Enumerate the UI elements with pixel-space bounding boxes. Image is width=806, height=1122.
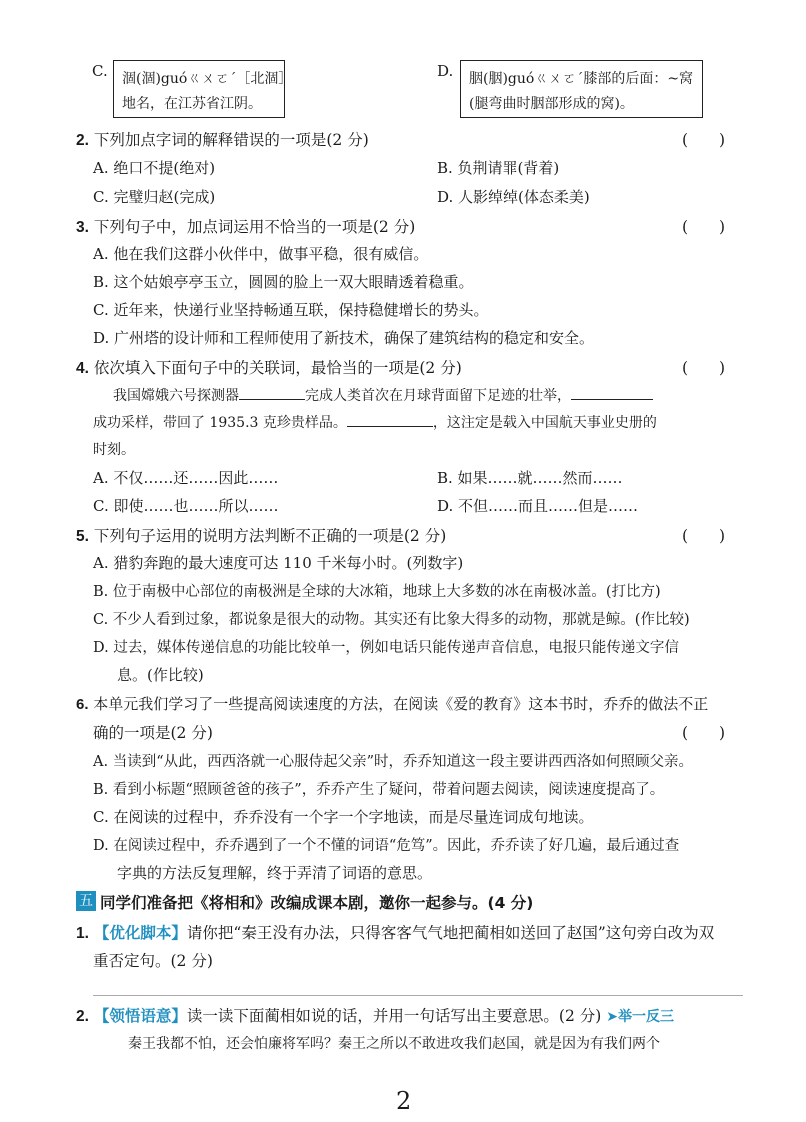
- q6-stem-line2: 确的一项是(2 分): [93, 724, 213, 742]
- q4-blank-1[interactable]: [239, 385, 305, 400]
- q1-option-c-line2: 地名，在江苏省江阴。: [122, 96, 262, 112]
- s5-q1-number: 1.: [76, 925, 89, 942]
- q4-number: 4.: [76, 360, 89, 377]
- s5-q1-text-1: 请你把“秦王没有办法，只得客客气气地把蔺相如送回了赵国”这句旁白改为双: [186, 924, 715, 942]
- q6-text-1: 本单元我们学习了一些提高阅读速度的方法，在阅读《爱的教育》这本书时，乔乔的做法不正: [93, 695, 709, 713]
- q4-passage-part: 完成人类首次在月球背面留下足迹的壮举，: [305, 388, 571, 404]
- q1-option-c-line1: 涸(涸)guóㄍㄨㄛˊ［北涸］: [122, 71, 293, 87]
- s5-q1-line1: [76, 921, 714, 943]
- q2-option-c: C. 完璧归赵(完成): [93, 188, 216, 206]
- q5-option-b: B. 位于南极中心部位的南极洲是全球的大冰箱，地球上大多数的冰在南极冰盖。(打比方): [93, 584, 661, 600]
- q3-text: 下列句子中，加点词运用不恰当的一项是(2 分): [93, 218, 416, 236]
- q2-option-a: A. 绝口不提(绝对): [93, 159, 216, 177]
- q3-stem: [76, 215, 415, 237]
- q4-passage-part: 我国嫦娥六号探测器: [113, 388, 239, 404]
- q4-blank-2[interactable]: [571, 385, 653, 400]
- q1-option-d-line1: 胭(胭)guóㄍㄨㄛˊ膝部的后面：~窝: [469, 71, 694, 87]
- q6-stem-line1: [76, 693, 708, 714]
- q3-option-d: D. 广州塔的设计师和工程师使用了新技术，确保了建筑结构的稳定和安全。: [93, 329, 595, 347]
- q4-option-d: D. 不但……而且……但是……: [437, 497, 639, 515]
- q3-number: 3.: [76, 219, 89, 236]
- s5-q2-number: 2.: [76, 1008, 89, 1025]
- page-number: 2: [396, 1087, 412, 1115]
- q5-option-d-line1: D. 过去，媒体传递信息的功能比较单一，例如电话只能传递声音信息，电报只能传递文字信: [93, 640, 679, 656]
- q6-option-a: A. 当读到“从此，西西洛就一心服侍起父亲”时，乔乔知道这一段主要讲西西洛如何照顾父亲。: [93, 754, 694, 770]
- q5-answer-paren[interactable]: ( ): [682, 527, 726, 545]
- q2-text: 下列加点字词的解释错误的一项是(2 分): [93, 131, 369, 149]
- q3-option-c: C. 近年来，快递行业坚持畅通互联，保持稳健增长的势头。: [93, 301, 489, 319]
- s5-q2-tag: 【领悟语意】: [93, 1006, 187, 1025]
- q1-option-c-label: C.: [92, 62, 108, 80]
- q1-option-d-box: [460, 60, 703, 118]
- q4-passage-line1: [113, 385, 653, 405]
- q6-number: 6.: [76, 696, 89, 713]
- q5-option-c: C. 不少人看到过象，都说象是很大的动物。其实还有比象大得多的动物，那就是鲸。(作比较): [93, 612, 690, 628]
- q3-option-b: B. 这个姑娘亭亭玉立，圆圆的脸上一双大眼睛透着稳重。: [93, 273, 474, 291]
- s5-q2-extra: ➤举一反三: [606, 1009, 674, 1025]
- q4-option-c: C. 即使……也……所以……: [93, 497, 279, 515]
- q6-option-d-line1: D. 在阅读过程中，乔乔遇到了一个不懂的词语“危笃”。因此，乔乔读了好几遍，最后通过查: [93, 838, 680, 854]
- q2-number: 2.: [76, 132, 89, 149]
- q1-option-c-box: [113, 60, 293, 118]
- q6-option-c: C. 在阅读的过程中，乔乔没有一个字一个字地读，而是尽量连词成句地读。: [93, 808, 594, 826]
- q2-option-b: B. 负荆请罪(背着): [437, 159, 560, 177]
- q2-option-d: D. 人影绰绰(体态柔美): [437, 188, 590, 206]
- q4-passage-part: 成功采样，带回了 1935.3 克珍贵样品。: [93, 415, 347, 431]
- section5-title: 同学们准备把《将相和》改编成课本剧，邀你一起参与。(4 分): [100, 894, 534, 912]
- s5-q2-quote: 秦王我都不怕，还会怕廉将军吗？秦王之所以不敢进攻我们赵国，就是因为有我们两个: [128, 1036, 660, 1052]
- q4-stem: [76, 356, 462, 378]
- q4-passage-line3: 时刻。: [93, 442, 135, 458]
- q1-option-d-label: D.: [437, 62, 454, 80]
- q4-passage-line2: [93, 412, 657, 432]
- q4-answer-paren[interactable]: ( ): [682, 359, 726, 377]
- s5-q2-line: [76, 1004, 674, 1026]
- q6-option-b: B. 看到小标题“照顾爸爸的孩子”，乔乔产生了疑问，带着问题去阅读，阅读速度提高了。: [93, 782, 665, 798]
- q3-option-a: A. 他在我们这群小伙伴中，做事平稳，很有威信。: [93, 245, 429, 263]
- s5-q2-text: 读一读下面蔺相如说的话，并用一句话写出主要意思。(2 分): [186, 1007, 602, 1025]
- q5-text: 下列句子运用的说明方法判断不正确的一项是(2 分): [93, 527, 447, 545]
- q4-passage-part: ，这注定是载入中国航天事业史册的: [432, 415, 657, 431]
- section5-badge: 五: [76, 891, 96, 911]
- q6-option-d-line2: 字典的方法反复理解，终于弄清了词语的意思。: [117, 864, 433, 882]
- q4-text: 依次填入下面句子中的关联词，最恰当的一项是(2 分): [93, 359, 462, 377]
- q4-blank-3[interactable]: [347, 412, 433, 427]
- q2-answer-paren[interactable]: ( ): [682, 131, 726, 149]
- q4-option-b: B. 如果……就……然而……: [437, 469, 623, 487]
- q4-option-a: A. 不仅……还……因此……: [93, 469, 279, 487]
- answer-rule[interactable]: [93, 995, 743, 996]
- q5-option-d-line2: 息。(作比较): [117, 666, 204, 684]
- q1-option-d-line2: (腿弯曲时胭部形成的窝)。: [469, 96, 634, 112]
- q5-stem: [76, 524, 446, 546]
- q5-number: 5.: [76, 528, 89, 545]
- s5-q1-tag: 【优化脚本】: [93, 923, 187, 942]
- q6-answer-paren[interactable]: ( ): [682, 724, 726, 742]
- q2-stem: [76, 128, 369, 150]
- q5-option-a: A. 猎豹奔跑的最大速度可达 110 千米每小时。(列数字): [93, 554, 464, 572]
- q3-answer-paren[interactable]: ( ): [682, 218, 726, 236]
- s5-q1-line2: 重否定句。(2 分): [93, 952, 213, 970]
